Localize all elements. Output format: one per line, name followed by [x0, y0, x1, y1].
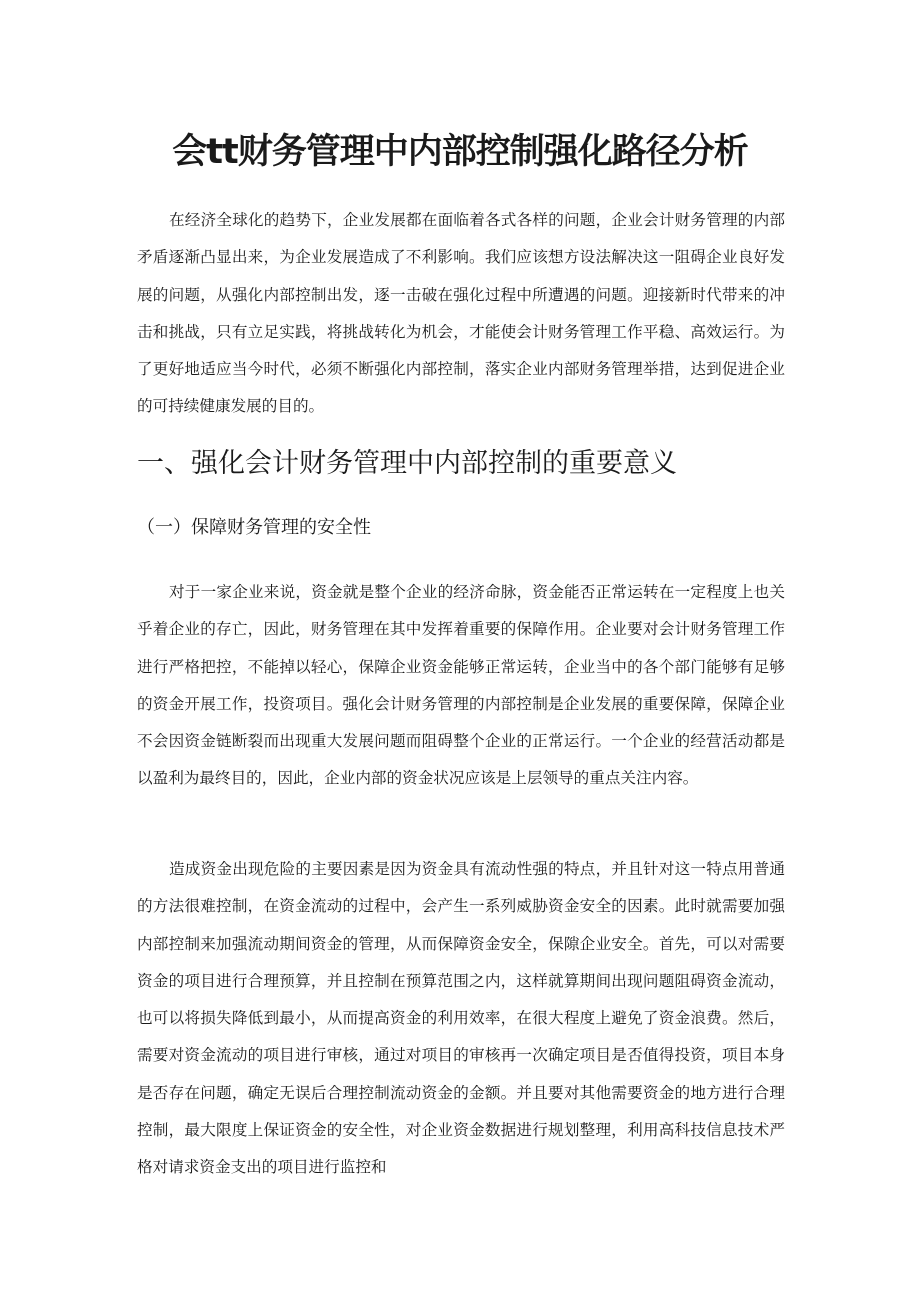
document-title: 会tt财务管理中内部控制强化路径分析 [172, 132, 748, 172]
body-paragraph: 对于一家企业来说，资金就是整个企业的经济命脉，资金能否正常运转在一定程度上也关乎着企业的存亡，因此，财务管理在其中发挥着重要的保障作用。企业要对会计财务管理工作进行严格把控，不能掉以轻心，保障企业资金能够正常运转，企业当中的各个部门能够有足够的资金开展工作，投资项目。强化会计财务管理的内部控制是企业发展的重要保障，保障企业不会因资金链断裂而出现重大发展问题而阻碍整个企业的正常运行。一个企业的经营活动都是以盈利为最终目的，因此，企业内部的资金状况应该是上层领导的重点关注内容。 [137, 583, 785, 788]
section-heading: 一、强化会计财务管理中内部控制的重要意义 [137, 448, 677, 479]
intro-paragraph: 在经济全球化的趋势下，企业发展都在面临着各式各样的问题，企业会计财务管理的内部矛盾逐渐凸显出来，为企业发展造成了不利影响。我们应该想方设法解决这一阻碍企业良好发展的问题，从强化内部控制出发，逐一击破在强化过程中所遭遇的问题。迎接新时代带来的冲击和挑战，只有立足实践，将挑战转化为机会，才能使会计财务管理工作平稳、高效运行。为了更好地适应当今时代，必须不断强化内部控制，落实企业内部财务管理举措，达到促进企业的可持续健康发展的目的。 [137, 211, 785, 416]
body-paragraph: 造成资金出现危险的主要因素是因为资金具有流动性强的特点，并且针对这一特点用普通的方法很难控制，在资金流动的过程中，会产生一系列威胁资金安全的因素。此时就需要加强内部控制来加强流动期间资金的管理，从而保障资金安全，保隙企业安全。首先，可以对需要资金的项目进行合理预算，并且控制在预算范围之内，这样就算期间出现问题阻碍资金流动，也可以将损失降低到最小，从而提高资金的利用效率，在很大程度上避免了资金浪费。然后，需要对资金流动的项目进行审核，通过对项目的审核再一次确定项目是否值得投资，项目本身是否存在问题，确定无误后合理控制流动资金的金额。并且要对其他需要资金的地方进行合理控制，最大限度上保证资金的安全性，对企业资金数据进行规划整理，利用高科技信息技术严格对请求资金支出的项目进行监控和 [137, 860, 785, 1177]
subsection-heading: （一）保障财务管理的安全性 [137, 517, 371, 538]
